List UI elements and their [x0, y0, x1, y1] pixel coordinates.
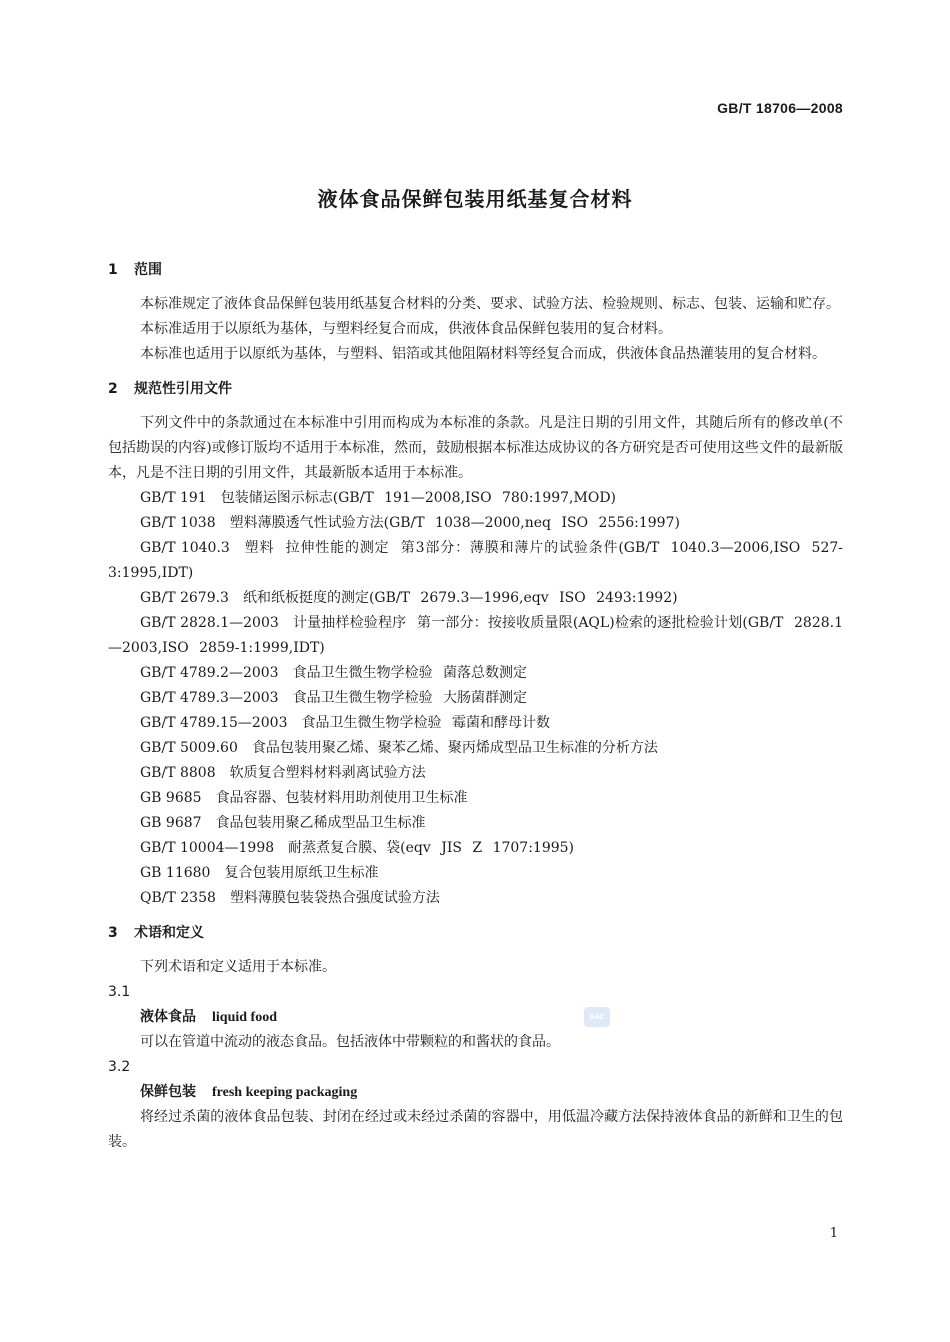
- reference-item: [108, 511, 843, 536]
- reference-item: [108, 611, 843, 661]
- reference-code: GB/T 2828.1—2003: [140, 615, 279, 631]
- sac-watermark-logo: SAC: [584, 1007, 610, 1027]
- reference-item: [108, 861, 843, 886]
- reference-code: GB/T 1038: [140, 515, 216, 531]
- reference-title: 包装储运图示标志(GB/T 191—2008,ISO 780:1997,MOD): [220, 490, 617, 506]
- reference-item: [108, 711, 843, 736]
- standard-code: GB/T 18706—2008: [717, 100, 843, 116]
- section-number: 2: [108, 381, 118, 397]
- section-heading-scope: [108, 258, 843, 282]
- reference-title: 复合包装用原纸卫生标准: [224, 865, 379, 881]
- term-heading: [108, 1005, 843, 1030]
- reference-title: 食品卫生微生物学检验 菌落总数测定: [292, 665, 528, 681]
- section-title: 术语和定义: [134, 925, 204, 941]
- document-body: [108, 258, 843, 1155]
- page-number: 1: [829, 1226, 838, 1241]
- term-en: fresh keeping packaging: [212, 1085, 358, 1100]
- reference-item: [108, 761, 843, 786]
- reference-title: 食品包装用聚乙烯、聚苯乙烯、聚丙烯成型品卫生标准的分析方法: [251, 740, 658, 756]
- section-title: 规范性引用文件: [134, 381, 232, 397]
- reference-item: [108, 886, 843, 911]
- reference-item: [108, 486, 843, 511]
- term-definition: 可以在管道中流动的液态食品。包括液体中带颗粒的和酱状的食品。: [140, 1034, 560, 1050]
- reference-code: GB/T 191: [140, 490, 207, 506]
- reference-item: [108, 686, 843, 711]
- reference-item: [108, 736, 843, 761]
- section-heading-normative-references: [108, 377, 843, 401]
- term-number: 3.1: [108, 984, 131, 1000]
- reference-item: [108, 836, 843, 861]
- reference-code: GB/T 4789.3—2003: [140, 690, 279, 706]
- reference-code: GB/T 5009.60: [140, 740, 238, 756]
- reference-code: GB 11680: [140, 865, 211, 881]
- reference-title: 塑料薄膜包装袋热合强度试验方法: [229, 890, 440, 906]
- reference-code: GB/T 10004—1998: [140, 840, 275, 856]
- reference-title: 塑料薄膜透气性试验方法(GB/T 1038—2000,neq ISO 2556:1997): [229, 515, 680, 531]
- term-en: liquid food: [212, 1010, 277, 1025]
- term-heading: [108, 1080, 843, 1105]
- term-definition: 将经过杀菌的液体食品包装、封闭在经过或未经过杀菌的容器中，用低温冷藏方法保持液体食品的新鲜和卫生的包装。: [108, 1109, 843, 1150]
- reference-title: 食品卫生微生物学检验 霉菌和酵母计数: [301, 715, 550, 731]
- reference-item: [108, 586, 843, 611]
- section-heading-terms-definitions: [108, 921, 843, 945]
- paragraph: 本标准规定了液体食品保鲜包装用纸基复合材料的分类、要求、试验方法、检验规则、标志、包装、运输和贮存。: [140, 296, 840, 312]
- reference-title: 塑料 拉伸性能的测定 第3部分：薄膜和薄片的试验条件(GB/T 1040.3—2006,ISO 527-3:1995,IDT): [108, 540, 844, 581]
- paragraph: 下列术语和定义适用于本标准。: [140, 959, 336, 975]
- reference-item: [108, 786, 843, 811]
- reference-item: [108, 661, 843, 686]
- reference-title: 耐蒸煮复合膜、袋(eqv JIS Z 1707:1995): [288, 840, 575, 856]
- reference-list: [108, 486, 843, 911]
- paragraph: 本标准适用于以原纸为基体，与塑料经复合而成，供液体食品保鲜包装用的复合材料。: [140, 321, 672, 337]
- document-title: 液体食品保鲜包装用纸基复合材料: [317, 187, 633, 211]
- reference-code: QB/T 2358: [140, 890, 216, 906]
- reference-code: GB/T 4789.15—2003: [140, 715, 288, 731]
- section-title: 范围: [134, 262, 162, 278]
- reference-code: GB/T 8808: [140, 765, 216, 781]
- reference-item: [108, 536, 843, 586]
- term-zh: 液体食品: [140, 1009, 196, 1025]
- term-zh: 保鲜包装: [140, 1084, 196, 1100]
- reference-code: GB/T 2679.3: [140, 590, 229, 606]
- reference-code: GB 9685: [140, 790, 202, 806]
- reference-title: 食品卫生微生物学检验 大肠菌群测定: [292, 690, 528, 706]
- reference-title: 软质复合塑料材料剥离试验方法: [229, 765, 426, 781]
- reference-code: GB/T 1040.3: [140, 540, 230, 556]
- reference-code: GB 9687: [140, 815, 202, 831]
- reference-title: 食品容器、包装材料用助剂使用卫生标准: [215, 790, 468, 806]
- paragraph: 本标准也适用于以原纸为基体，与塑料、铝箔或其他阻隔材料等经复合而成，供液体食品热灌装用的复合材料。: [140, 346, 826, 362]
- paragraph: 下列文件中的条款通过在本标准中引用而构成为本标准的条款。凡是注日期的引用文件，其随后所有的修改单(不包括勘误的内容)或修订版均不适用于本标准，然而，鼓励根据本标准达成协议的各方研究是否可使用这些文件的最新版本，凡是不注日期的引用文件，其最新版本适用于本标准。: [108, 415, 843, 481]
- section-number: 1: [108, 262, 118, 278]
- reference-title: 纸和纸板挺度的测定(GB/T 2679.3—1996,eqv ISO 2493:1992): [242, 590, 678, 606]
- section-number: 3: [108, 925, 118, 941]
- reference-code: GB/T 4789.2—2003: [140, 665, 279, 681]
- reference-item: [108, 811, 843, 836]
- reference-title: 计量抽样检验程序 第一部分：按接收质量限(AQL)检索的逐批检验计划(GB/T 2828.1—2003,ISO 2859-1:1999,IDT): [108, 615, 843, 656]
- term-number: 3.2: [108, 1059, 131, 1075]
- reference-title: 食品包装用聚乙稀成型品卫生标准: [215, 815, 426, 831]
